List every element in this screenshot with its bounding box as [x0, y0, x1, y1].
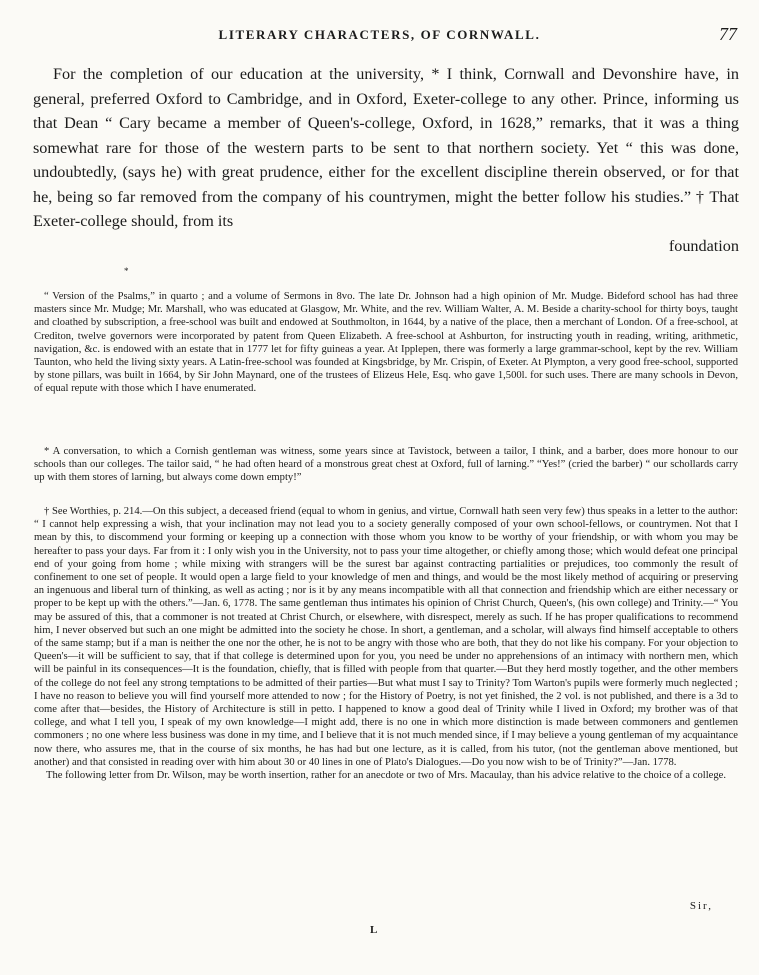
footnote-dagger-text: † See Worthies, p. 214.—On this subject, a deceased friend (equal to whom in genius, and virtue, Cornwall hath seen very few) thus speaks in a letter to the author: “ I cannot help expressing a wish, that your inclination may not lead you to a society generally composed of your own school-fellows, or countrymen. Not that I mean by this, to discommend your forming or keeping up a connection with those whom you know to be worthy of your friendship, or with whom you may be hereafter to pass your days. Far from it : I only wish you in the University, not to pass your time altogether, or chiefly among those; which would defeat one principal end of your going from home ; while mixing with strangers will be the surest bar against contracting partialities or prejudices, too commonly the result of confinement to one set of people. It would open a large field to your knowledge of men and things, and would be the most likely method of acquiring or preserving an ingenuous and liberal turn of thinking, as well as acting ; nor is it by any means incompatible with all that connection and friendship which are either necessary or proper to be kept up with the others.”—Jan. 6, 1778. The same gentleman thus intimates his opinion of Christ Church, Queen's, (his own college) and Trinity.—“ You may be assured of this, that a commoner is not treated at Christ Church, or elsewhere, with disrespect, merely as such. If he has proper qualifications to recommend him, I never observed but such an one might be admitted into the society he chose. In short, a gentleman, and a scholar, will always find himself acceptable to others of the same stamp; but if a man is neither the one nor the other, he is not to be angry with those who are both, that they do not like his company. For your objection to Queen's—it will be sufficient to say, that if that college is determined upon for you, you need be under no apprehensions of an intimacy with northern men, which will be painful in its consequences—It is the foundation, chiefly, that is filled with people from that quarter.—But they herd mostly together, and the other members of the college do not feel any strong temptations to be admitted of their parties—But what must I say to Trinity? Tom Warton's pupils were formerly much neglected ; I have no reason to believe you will find yourself more attended to now ; for the History of Poetry, is not yet finished, the 2 vol. is not published, and there is a 3d to come after that—besides, the History of Architecture is still in petto. I happened to know a good deal of Trinity while I lived in Oxford; my brother was of that college, and what I tell you, I speak of my own knowledge—I might add, there is no one in which more distinction is made between commoners and gentlemen commoners ; no one where less business was done in my time, and I believe that it is not much mended since, if I may believe a young gentleman of my acquaintance now there, who assures me, that in the course of six months, he has had but one lecture, as it is called, from his tutor, (not the gentleman above mentioned, but another) and that consisted in reading over with him about 30 or 40 lines in one of Plato's Dialogues.—Do you now wish to be of Trinity?”—Jan. 1778. — [34, 506, 738, 768]
footnote-continuation-text: “ Version of the Psalms,” in quarto ; and a volume of Sermons in 8vo. The late Dr. Johnson had a high opinion of Mr. Mudge. Bideford school has had three masters since Mr. Mudge; Mr. Marshall, who was educated at Glasgow, Mr. White, and the rev. William Walter, A. M. Beside a charity-school for thirty boys, taught and cloathed by subscription, a free-school was built and endowed at Southmolton, in 1644, by a native of the place, then a merchant of London. Of a free-school, at Crediton, twelve governors were incorporated by patent from Queen Elizabeth. A free-school at Ashburton, for instructing youth in reading, writing, arithmetic, navigation, &c. is endowed with an estate that in 1777 let for fifty guineas a year. At Ipplepen, there was formerly a large grammar-school, kept by the rev. William Taunton, who held the living sixty years. A Latin-free-school was founded at Kingsbridge, by Mr. Crispin, of Exeter. At Plympton, a very good free-school, supported by stone pillars, was built in 1664, by Sir John Maynard, one of the trustees of Elizeus Hele, Esq. who gave 1,500l. for such uses. There are many schools in Devon, of equal repute with those which I have enumerated. — [34, 291, 738, 395]
footnote-star — [34, 445, 738, 485]
footnote-star-text: * A conversation, to which a Cornish gentleman was witness, some years since at Tavistock, between a tailor, I think, and a barber, does more honour to our schools than our colleges. The tailor said, “ he had often heard of a monstrous great chest at Oxford, full of larning.” “Yes!” (cried the barber) “ our schollards carry up with them stores of larning, but always come down empty!” — [34, 446, 738, 484]
footnote-marker: * — [124, 266, 129, 276]
footnote-dagger — [34, 505, 738, 782]
page-number: 77 — [719, 24, 737, 44]
signature-mark: L — [370, 924, 378, 936]
catchword: foundation — [668, 236, 739, 255]
main-text — [33, 62, 739, 258]
footnote-following-text: The following letter from Dr. Wilson, may be worth insertion, rather for an anecdote or two of Mrs. Macaulay, than his advice relative to the choice of a college. — [46, 770, 726, 782]
page-header — [0, 24, 759, 48]
running-title: LITERARY CHARACTERS, OF CORNWALL. — [218, 27, 541, 42]
footnote-continuation — [34, 290, 738, 396]
letter-salutation: Sir, — [689, 900, 713, 912]
main-paragraph: For the completion of our education at the university, * I think, Cornwall and Devonshire have, in general, preferred Oxford to Cambridge, and in Oxford, Exeter-college to any other. Prince, informing us that Dean “ Cary became a member of Queen's-college, Oxford, in 1628,” remarks, that it was a thing somewhat rare for those of the western parts to be sent to that northern society. Yet “ this was done, undoubtedly, (says he) with great prudence, either for the excellent discipline therein observed, or for that he, being so far removed from the company of his countrymen, might the better follow his studies.” † That Exeter-college should, from its — [33, 65, 739, 230]
